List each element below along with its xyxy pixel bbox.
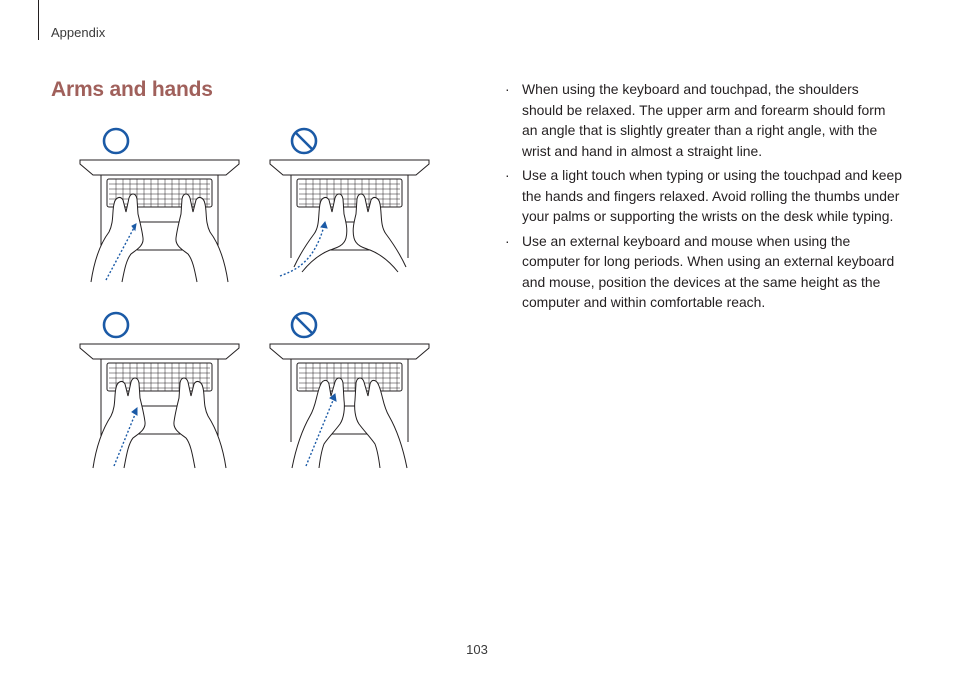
laptop-lid <box>270 160 429 175</box>
figure-incorrect-posture-1 <box>266 122 434 284</box>
figure-correct-posture-2 <box>76 308 244 470</box>
right-hand <box>176 194 228 282</box>
header-rule <box>38 0 39 40</box>
laptop-lid <box>270 344 429 359</box>
bullet-symbol: · <box>505 81 510 97</box>
list-item-text: When using the keyboard and touchpad, the shoulders should be relaxed. The upper arm and forearm should form an angle that is slightly greater than a right angle, with the wrist and hand in almost a straight line. <box>522 81 886 159</box>
figure-correct-posture-1 <box>76 122 244 284</box>
list-item <box>503 79 903 161</box>
list-item-text: Use an external keyboard and mouse when using the computer for long periods. When using an external keyboard and mouse, position the devices at the same height as the computer and within comfortable reach. <box>522 232 895 310</box>
list-item <box>503 231 903 313</box>
bullet-symbol: · <box>505 167 510 183</box>
laptop-lid <box>80 160 239 175</box>
key-rows <box>299 368 400 388</box>
key-rows <box>109 184 210 204</box>
key-columns <box>306 179 397 207</box>
list-item <box>503 165 903 227</box>
key-rows <box>299 184 400 204</box>
prohibited-icon <box>292 313 316 337</box>
page-number: 103 <box>466 642 488 657</box>
bullet-symbol: · <box>505 232 510 249</box>
left-hand <box>91 194 143 282</box>
section-title: Arms and hands <box>51 78 213 101</box>
ok-circle-icon <box>104 313 128 337</box>
guideline-list <box>503 79 903 317</box>
ok-circle-icon <box>104 129 128 153</box>
prohibited-icon <box>292 129 316 153</box>
left-hand <box>294 194 347 272</box>
right-hand <box>353 194 406 272</box>
section-label: Appendix <box>51 25 106 40</box>
figure-incorrect-posture-2 <box>266 308 434 470</box>
laptop-lid <box>80 344 239 359</box>
list-item-text: Use a light touch when typing or using the touchpad and keep the hands and fingers relaxed. Avoid rolling the thumbs under your palms or supporting the wrists on the desk while typing. <box>522 167 902 224</box>
